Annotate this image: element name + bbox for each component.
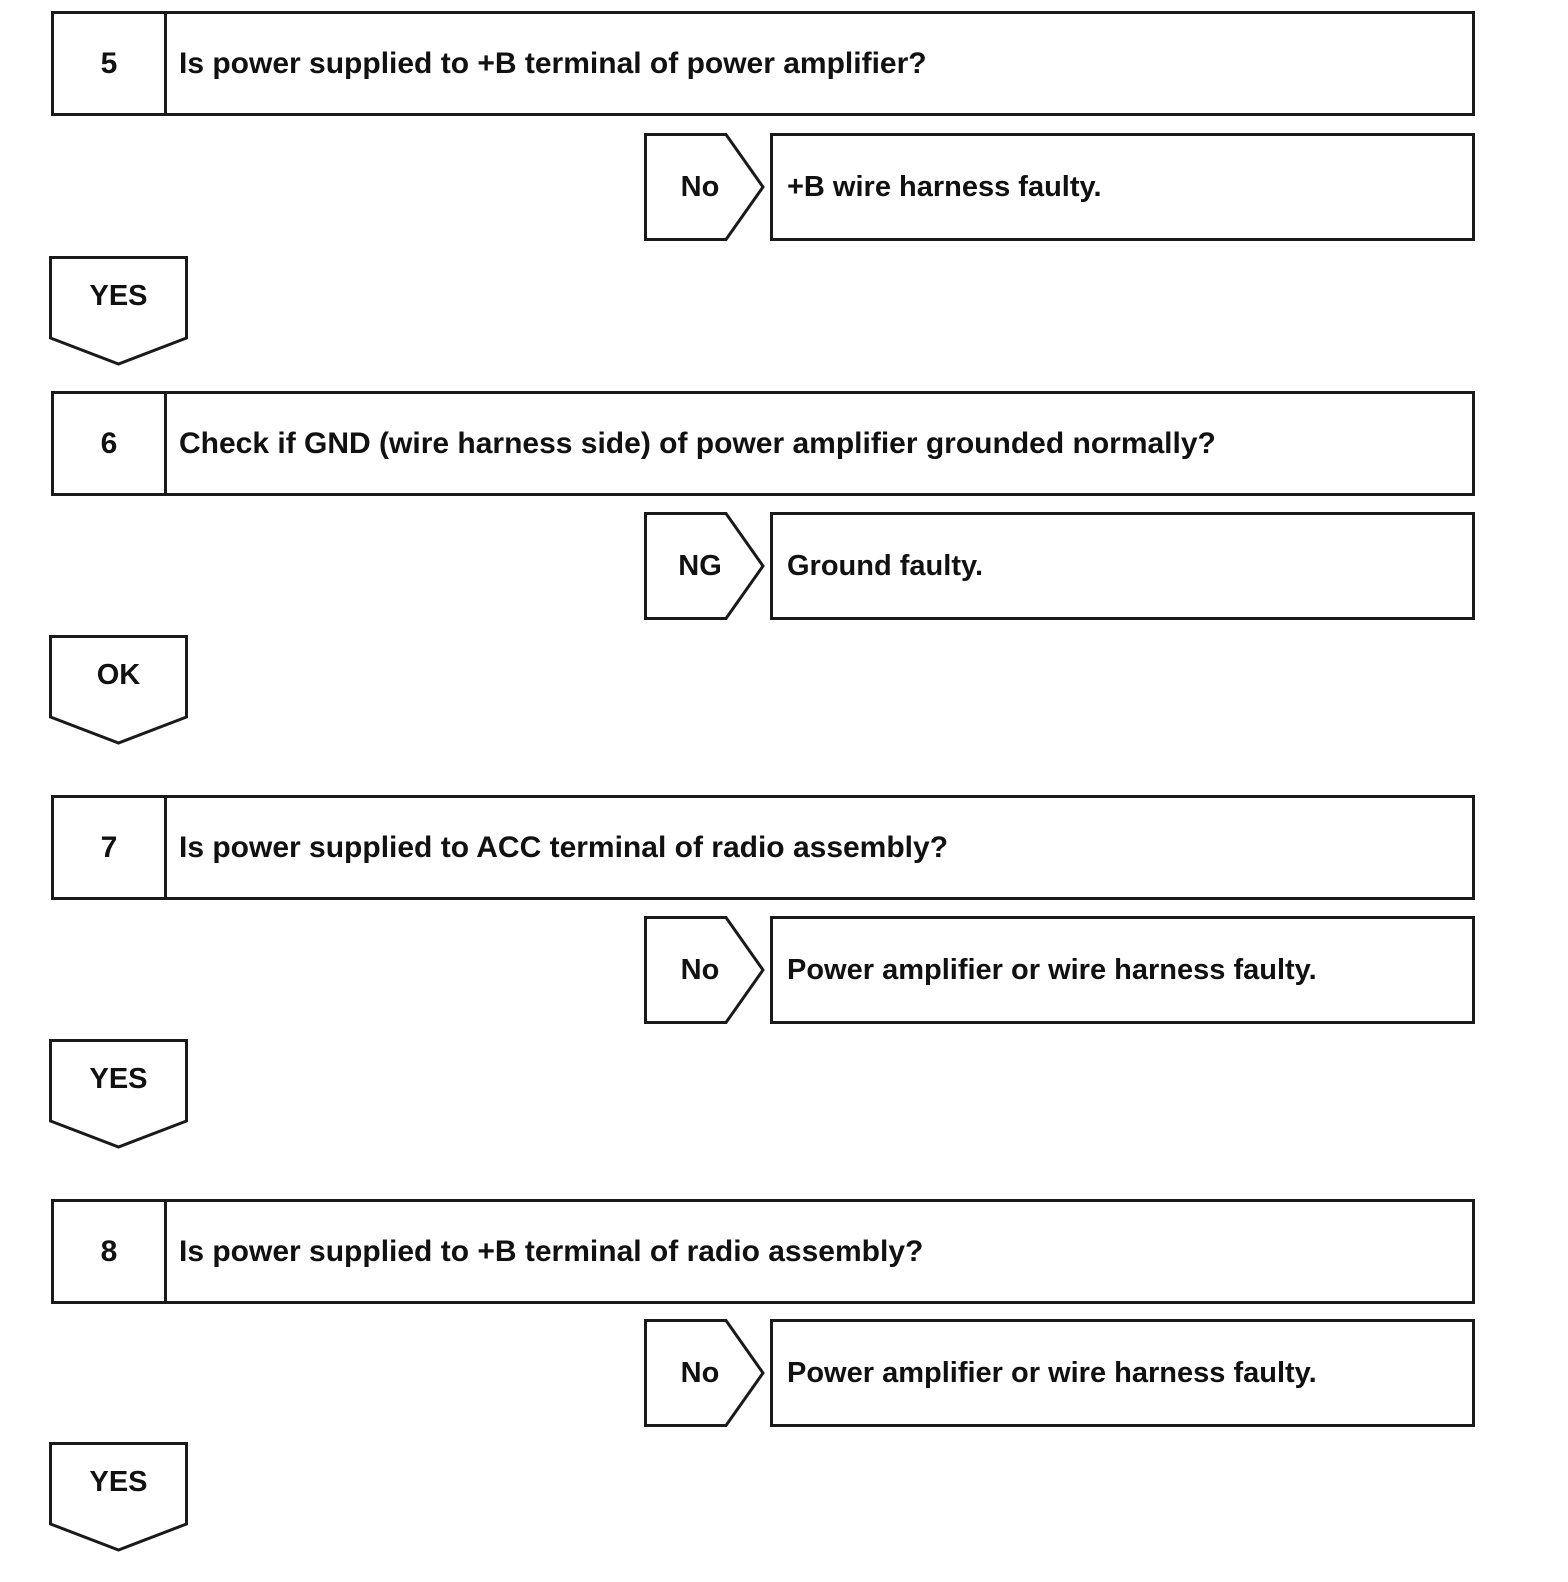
step-question: Check if GND (wire harness side) of power amplifier grounded normally? bbox=[179, 426, 1216, 460]
fail-branch-label: No bbox=[680, 1356, 720, 1389]
step-box-6 bbox=[51, 391, 1475, 496]
step-box-5 bbox=[51, 11, 1475, 116]
fail-branch-label: NG bbox=[678, 549, 722, 582]
pass-branch-label: OK bbox=[96, 658, 141, 691]
fail-result-box-6: Ground faulty. bbox=[770, 512, 1475, 620]
step-question: Is power supplied to +B terminal of power amplifier? bbox=[179, 46, 927, 80]
step-number: 6 bbox=[54, 394, 167, 493]
step-question: Is power supplied to ACC terminal of radio assembly? bbox=[179, 830, 949, 864]
pass-branch-label: YES bbox=[89, 279, 148, 312]
pass-branch-tag-8 bbox=[49, 1442, 188, 1552]
step-number: 5 bbox=[54, 14, 167, 113]
fail-result-box-7: Power amplifier or wire harness faulty. bbox=[770, 916, 1475, 1024]
step-number: 7 bbox=[54, 798, 167, 897]
fail-branch-label: No bbox=[680, 953, 720, 986]
fail-result-box-8: Power amplifier or wire harness faulty. bbox=[770, 1319, 1475, 1427]
fail-branch-label: No bbox=[680, 170, 720, 203]
fail-branch-tag-7 bbox=[644, 916, 766, 1024]
step-number: 8 bbox=[54, 1202, 167, 1301]
pass-branch-label: YES bbox=[89, 1465, 148, 1498]
fail-branch-tag-6 bbox=[644, 512, 766, 620]
step-box-7 bbox=[51, 795, 1475, 900]
pass-branch-label: YES bbox=[89, 1062, 148, 1095]
pass-branch-tag-7 bbox=[49, 1039, 188, 1149]
pass-branch-tag-5 bbox=[49, 256, 188, 366]
step-box-8 bbox=[51, 1199, 1475, 1304]
step-question: Is power supplied to +B terminal of radio assembly? bbox=[179, 1234, 924, 1268]
fail-branch-tag-5 bbox=[644, 133, 766, 241]
pass-branch-tag-6 bbox=[49, 635, 188, 745]
fail-result-box-5: +B wire harness faulty. bbox=[770, 133, 1475, 241]
fail-branch-tag-8 bbox=[644, 1319, 766, 1427]
